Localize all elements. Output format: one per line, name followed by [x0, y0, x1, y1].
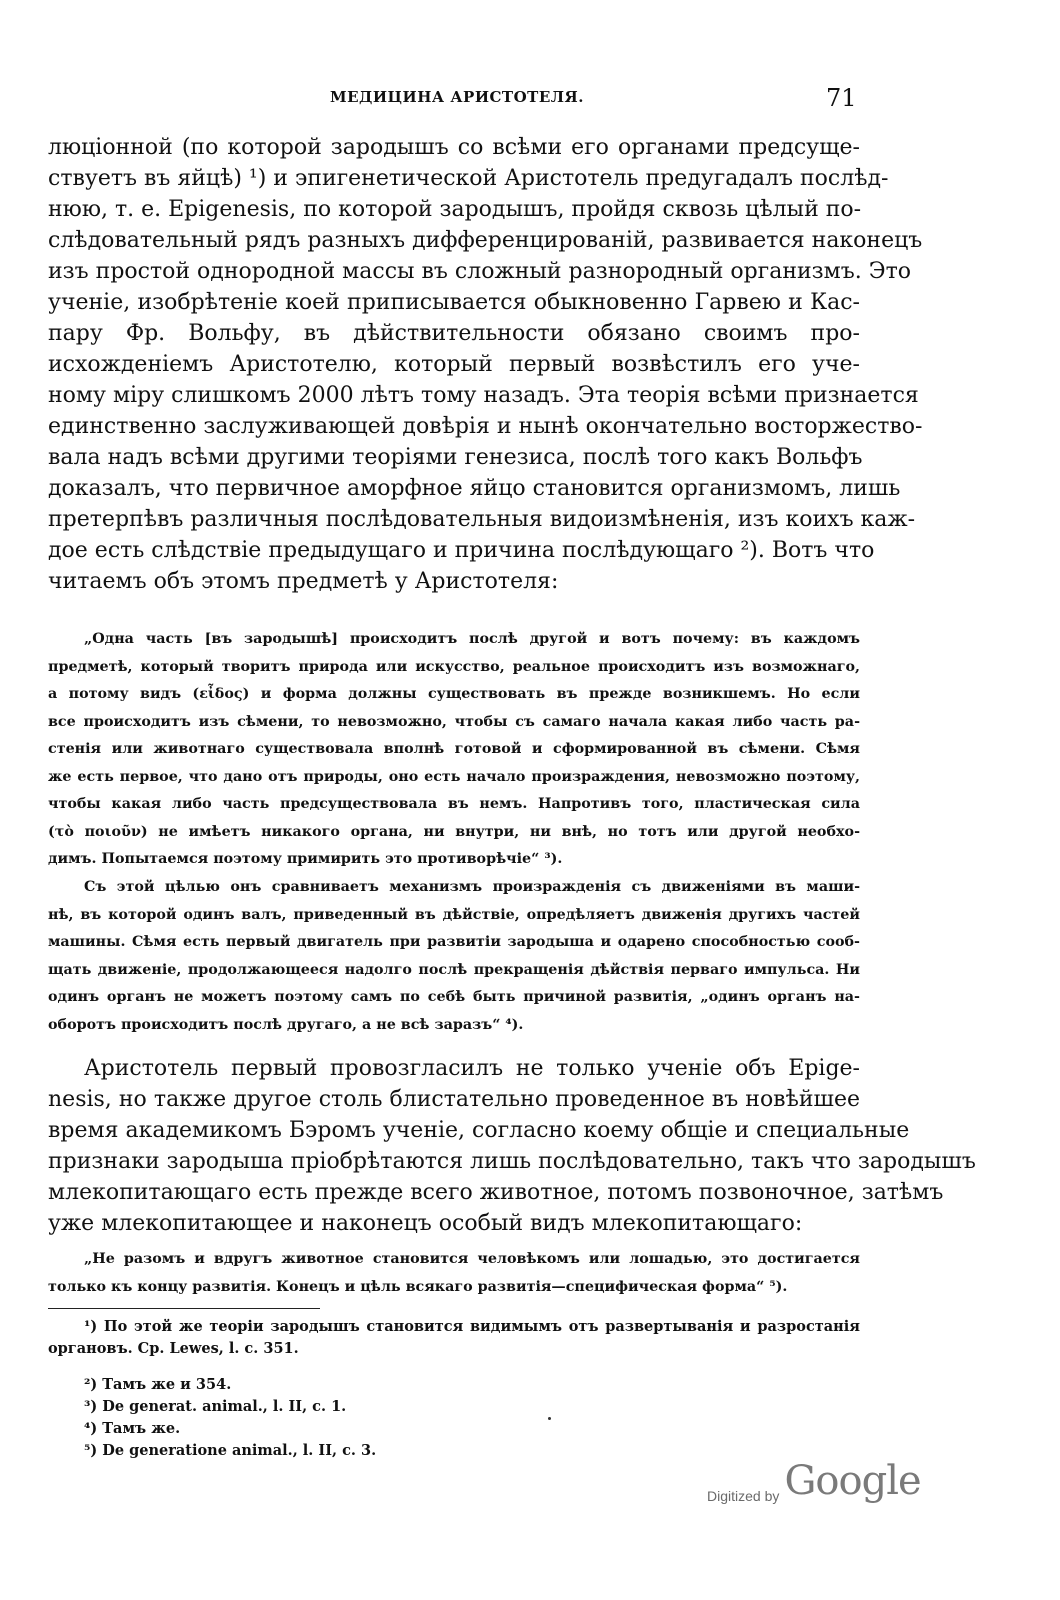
text-line: нюю, т. е. Epigenesis, по которой зародышъ, пройдя сквозь цѣлый по- — [48, 197, 862, 222]
footnote-5: ⁵) De generatione animal., l. II, c. 3. — [84, 1442, 377, 1459]
quote-line: все происходитъ изъ сѣмени, то невозможно, чтобы съ самаго начала какая либо часть ра- — [48, 713, 860, 730]
page-number: 71 — [826, 84, 857, 112]
quote-line: нѣ, въ которой одинъ валъ, приведенный въ дѣйствіе, опредѣляетъ движенія другихъ частей — [48, 906, 860, 923]
text-line: ному міру слишкомъ 2000 лѣтъ тому назадъ. Эта теорія всѣми признается — [48, 383, 919, 408]
quote-line: а потому видъ (εἶδος) и форма должны существовать въ прежде возникшемъ. Но если — [48, 686, 860, 702]
text-line: изъ простой однородной массы въ сложный разнородный организмъ. Это — [48, 259, 911, 284]
paragraph-2 — [48, 1053, 976, 1239]
text-line: пару Фр. Вольфу, въ дѣйствительности обязано своимъ про- — [48, 321, 860, 346]
speck — [548, 1417, 551, 1420]
quote-line: только къ концу развитія. Конецъ и цѣль всякаго развитія—специфическая форма“ ⁵). — [48, 1278, 788, 1295]
quote-line: стенія или животнаго существовала вполнѣ готовой и сформированной въ сѣмени. Сѣмя — [48, 741, 860, 757]
text-line: признаки зародыша пріобрѣтаются лишь послѣдовательно, такъ что зародышъ — [48, 1149, 976, 1174]
quote-line: же есть первое, что дано отъ природы, оно есть начало произраждения, невозможно поэтому, — [48, 768, 860, 785]
running-title: МЕДИЦИНА АРИСТОТЕЛЯ. — [330, 88, 584, 106]
quote-1 — [48, 626, 860, 874]
text-line: исхожденіемъ Аристотелю, который первый возвѣстилъ его уче- — [48, 352, 860, 377]
text-line: дое есть слѣдствіе предыдущаго и причина послѣдующаго ²). Вотъ что — [48, 538, 875, 563]
quote-line: димъ. Попытаемся поэтому примирить это противорѣчіе“ ³). — [48, 851, 563, 867]
text-line: млекопитающаго есть прежде всего животное, потомъ позвоночное, затѣмъ — [48, 1180, 944, 1205]
quote-line: оборотъ происходитъ послѣ другаго, а не всѣ заразъ“ ⁴). — [48, 1016, 524, 1033]
text-line: Аристотель первый провозгласилъ не только ученіе объ Epige- — [84, 1056, 860, 1081]
text-line: вала надъ всѣми другими теоріями генезиса, послѣ того какъ Вольфъ — [48, 445, 863, 470]
footnote-1-cont: органовъ. Ср. Lewes, l. c. 351. — [48, 1340, 299, 1357]
footnote-2: ²) Тамъ же и 354. — [84, 1376, 232, 1393]
text-line: ученіе, изобрѣтеніе коей приписывается обыкновенно Гарвею и Кас- — [48, 290, 860, 315]
quote-line: (τὸ ποιοῦν) не имѣетъ никакого органа, ни внутри, ни внѣ, но тотъ или другой необхо- — [48, 823, 860, 840]
quote-line: щать движеніе, продолжающееся надолго послѣ прекращенія дѣйствія перваго импульса. Ни — [48, 961, 860, 978]
text-line: единственно заслуживающей довѣрія и нынѣ окончательно восторжество- — [48, 414, 923, 439]
quote-line: машины. Сѣмя есть первый двигатель при развитіи зародыша и одарено способностью сооб- — [48, 934, 860, 950]
text-line: читаемъ объ этомъ предметѣ у Аристотеля: — [48, 569, 559, 594]
quote-line: чтобы какая либо часть предсуществовала въ немъ. Напротивъ того, пластическая сила — [48, 796, 860, 812]
quote-line: одинъ органъ не можетъ поэтому самъ по себѣ быть причиной развитія, „одинъ органъ на- — [48, 989, 860, 1005]
quote-line: предметѣ, который творитъ природа или искусство, реальное происходитъ изъ возможнаго, — [48, 658, 860, 675]
digitized-by-google-watermark — [707, 1458, 921, 1504]
quote-line: „Одна часть [въ зародышѣ] происходитъ послѣ другой и вотъ почему: въ каждомъ — [84, 631, 860, 647]
watermark-small-text: Digitized by — [707, 1488, 780, 1504]
footnote-rule — [48, 1308, 320, 1309]
text-line: люціонной (по которой зародышъ со всѣми его органами предсуще- — [48, 135, 860, 160]
paragraph-1 — [48, 132, 923, 597]
footnote-4: ⁴) Тамъ же. — [84, 1420, 181, 1437]
quote-line: „Не разомъ и вдругъ животное становится человѣкомъ или лошадью, это достигается — [84, 1251, 860, 1267]
text-line: nesis, но также другое столь блистательно проведенное въ новѣйшее — [48, 1087, 860, 1112]
quote-line: Съ этой цѣлью онъ сравниваетъ механизмъ произражденія съ движеніями въ маши- — [84, 879, 860, 895]
text-line: уже млекопитающее и наконецъ особый видъ млекопитающаго: — [48, 1211, 803, 1236]
footnote-3: ³) De generat. animal., l. II, c. 1. — [84, 1398, 347, 1415]
text-line: время академикомъ Бэромъ ученіе, согласно коему общіе и специальные — [48, 1118, 910, 1143]
quote-3 — [48, 1246, 860, 1301]
text-line: ствуетъ въ яйцѣ) ¹) и эпигенетической Аристотель предугадалъ послѣд- — [48, 166, 889, 191]
quote-2 — [48, 874, 860, 1039]
google-logo: Google — [784, 1458, 921, 1504]
text-line: слѣдовательный рядъ разныхъ дифференцированій, развивается наконецъ — [48, 228, 923, 253]
text-line: претерпѣвъ различныя послѣдовательныя видоизмѣненія, изъ коихъ каж- — [48, 507, 916, 532]
footnote-1: ¹) По этой же теоріи зародышъ становится видимымъ отъ развертыванія и разростанія — [84, 1318, 860, 1335]
footnotes — [48, 1316, 860, 1462]
text-line: доказалъ, что первичное аморфное яйцо становится организмомъ, лишь — [48, 476, 901, 501]
